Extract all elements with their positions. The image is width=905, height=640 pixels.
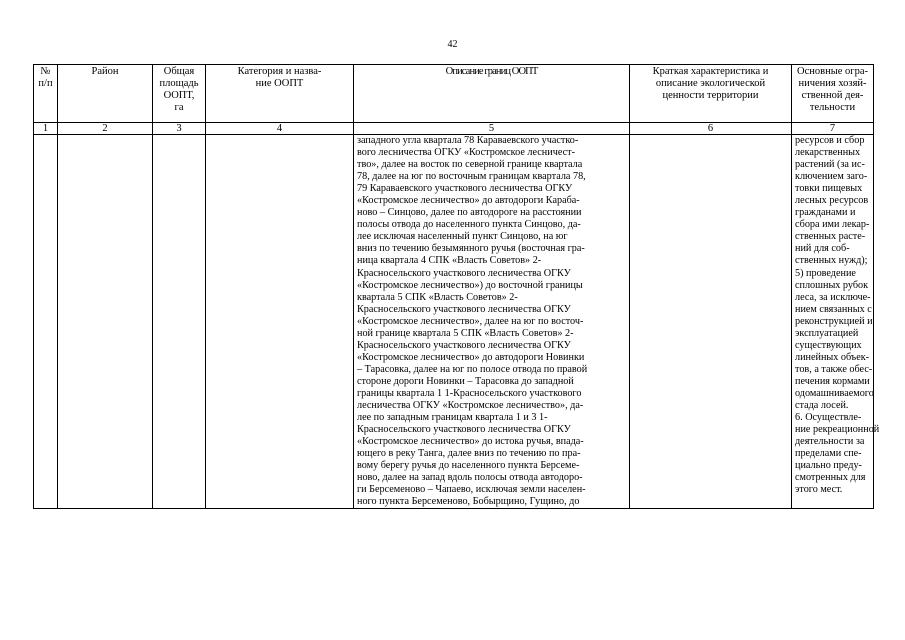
description-line: вниз по течению безымянного ручья (восточная гра- [357, 243, 585, 255]
column-number: 5 [354, 123, 630, 135]
header-text: п/п [38, 78, 53, 89]
limits-line: этого мест. [795, 484, 843, 496]
limits-line: 5) проведение [795, 267, 856, 279]
limits-line: товки пищевых [795, 183, 863, 195]
limits-line: реконструкцией и [795, 315, 873, 327]
limits-line: ресурсов и сбор [795, 135, 865, 146]
description-line: Красносельского участкового лесничества ОГКУ [357, 339, 571, 351]
description-line: «Костромское лесничество», далее на юг по восточ- [357, 315, 584, 327]
limits-line: смотренных для [795, 472, 866, 484]
limits-line: сбора ими лекар- [795, 219, 870, 231]
limits-line: ние рекреационной [795, 424, 880, 436]
description-line: лее по западным границам квартала 1 и 3 1- [357, 412, 548, 424]
header-text: га [174, 102, 184, 113]
header-text: Краткая характеристика и [652, 66, 769, 77]
limits-line: лекарственных [795, 147, 861, 159]
column-number: 3 [153, 123, 206, 135]
limits-line: одомашниваемого [795, 387, 874, 399]
column-number-row [34, 123, 874, 135]
page-number: 42 [447, 39, 458, 50]
limits-line: ственных расте- [795, 231, 866, 243]
description-line: стороне дороги Новинки – Тарасовка до западной [357, 375, 574, 387]
description-line: полосы отвода до населенного пункта Синцово, да- [357, 219, 581, 231]
cell-category [206, 135, 354, 509]
cell-area [153, 135, 206, 509]
header-text: ценности территории [662, 90, 759, 101]
header-text: ООПТ, [163, 90, 195, 101]
description-line: тво», далее на восток по северной границе квартала [357, 159, 583, 171]
description-line: квартала 5 СПК «Власть Советов» 2- [357, 291, 518, 303]
cell-boundary-description [354, 135, 630, 509]
cell-characteristics [630, 135, 792, 509]
description-line: лесничества ОГКУ «Костромское лесничество», да- [357, 400, 584, 412]
limits-line: лесных ресурсов [795, 195, 869, 207]
description-line: ги Берсеменово – Чапаево, исключая земли населен- [357, 484, 586, 496]
header-area [153, 65, 206, 123]
description-line: вого лесничества ОГКУ «Костромское лесничест- [357, 147, 575, 159]
description-line: 79 Караваевского участкового лесничества ОГКУ [357, 183, 573, 195]
description-line: границы квартала 1 1-Красносельского участкового [357, 387, 582, 399]
header-text: ние ООПТ [255, 78, 304, 89]
limits-line: растений (за ис- [795, 159, 865, 171]
header-text: Общая [163, 66, 195, 77]
limits-line: стада лосей. [795, 400, 849, 412]
description-line: ново, далее на запад вдоль полосы отвода автодоро- [357, 472, 583, 484]
limits-line: гражданами и [795, 207, 856, 219]
cell-district [58, 135, 153, 509]
header-limits [792, 65, 874, 123]
description-line: «Костромское лесничество» до автодороги Карабa- [357, 195, 580, 207]
limits-line: ний для соб- [795, 243, 850, 255]
header-text: ничения хозяй- [798, 78, 867, 89]
description-line: ной границе квартала 5 СПК «Власть Советов» 2- [357, 327, 574, 339]
cell-number [34, 135, 58, 509]
column-number: 1 [34, 123, 58, 135]
description-line: «Костромское лесничество» до автодороги Новинки [357, 351, 585, 363]
description-line: западного угла квартала 78 Караваевского участко- [357, 135, 579, 146]
limits-line: ключением заго- [795, 171, 868, 183]
description-line: – Тарасовка, далее на юг по полосе отвода по правой [357, 363, 588, 375]
description-line: Красносельского участкового лесничества ОГКУ [357, 267, 571, 279]
limits-line: деятельности за [795, 436, 865, 448]
description-line: «Костромское лесничество») до восточной границы [357, 279, 583, 291]
header-text: ственной дея- [801, 90, 864, 101]
description-line: лее исключая населенный пункт Синцово, на юг [357, 231, 568, 243]
limits-line: ственных нужд); [795, 255, 868, 267]
description-line: Красносельского участкового лесничества ОГКУ [357, 303, 571, 315]
limits-line: эксплуатацией [795, 327, 859, 339]
limits-line: циально преду- [795, 460, 862, 472]
header-text: описание экологической [655, 78, 766, 89]
limits-line: сплошных рубок [795, 279, 869, 291]
description-line: ющего в реку Танга, далее вниз по течению по пра- [357, 448, 581, 460]
header-text: Основные огра- [797, 66, 868, 77]
limits-line: линейных объек- [795, 351, 870, 363]
header-row [34, 65, 874, 123]
header-category [206, 65, 354, 123]
limits-line: существующих [795, 339, 862, 351]
limits-line: нием связанных с [795, 303, 872, 315]
column-number: 6 [630, 123, 792, 135]
description-line: ного пункта Берсеменово, Бобырщино, Гущино, до [357, 496, 580, 508]
description-line: «Костромское лесничество» до истока ручья, впада- [357, 436, 584, 448]
description-line: ново – Синцово, далее по автодороге на расстоянии [357, 207, 582, 219]
column-number: 4 [206, 123, 354, 135]
header-boundaries: Описание границ ООПТ [354, 65, 630, 123]
header-number [34, 65, 58, 123]
column-number: 7 [792, 123, 874, 135]
header-text: тельности [809, 102, 856, 113]
description-line: ница квартала 4 СПК «Власть Советов» 2- [357, 255, 542, 267]
description-line: вому берегу ручья до населенного пункта Берсеме- [357, 460, 580, 472]
header-characteristics [630, 65, 792, 123]
limits-line: 6. Осуществле- [795, 412, 862, 424]
cell-activity-limits [792, 135, 880, 509]
limits-line: тов, а также обес- [795, 363, 873, 375]
limits-line: пределами спе- [795, 448, 862, 460]
limits-line: печения кормами [795, 375, 870, 387]
header-district: Район [58, 65, 153, 123]
header-text: площадь [159, 78, 199, 89]
limits-line: леса, за исключе- [795, 291, 871, 303]
header-text: № [40, 66, 51, 77]
description-line: 78, далее на юг по восточным границам квартала 78, [357, 171, 586, 183]
header-text: Категория и назва- [237, 66, 322, 77]
protected-areas-table [33, 64, 880, 509]
column-number: 2 [58, 123, 153, 135]
description-line: Красносельского участкового лесничества ОГКУ [357, 424, 571, 436]
table-row [34, 135, 874, 509]
